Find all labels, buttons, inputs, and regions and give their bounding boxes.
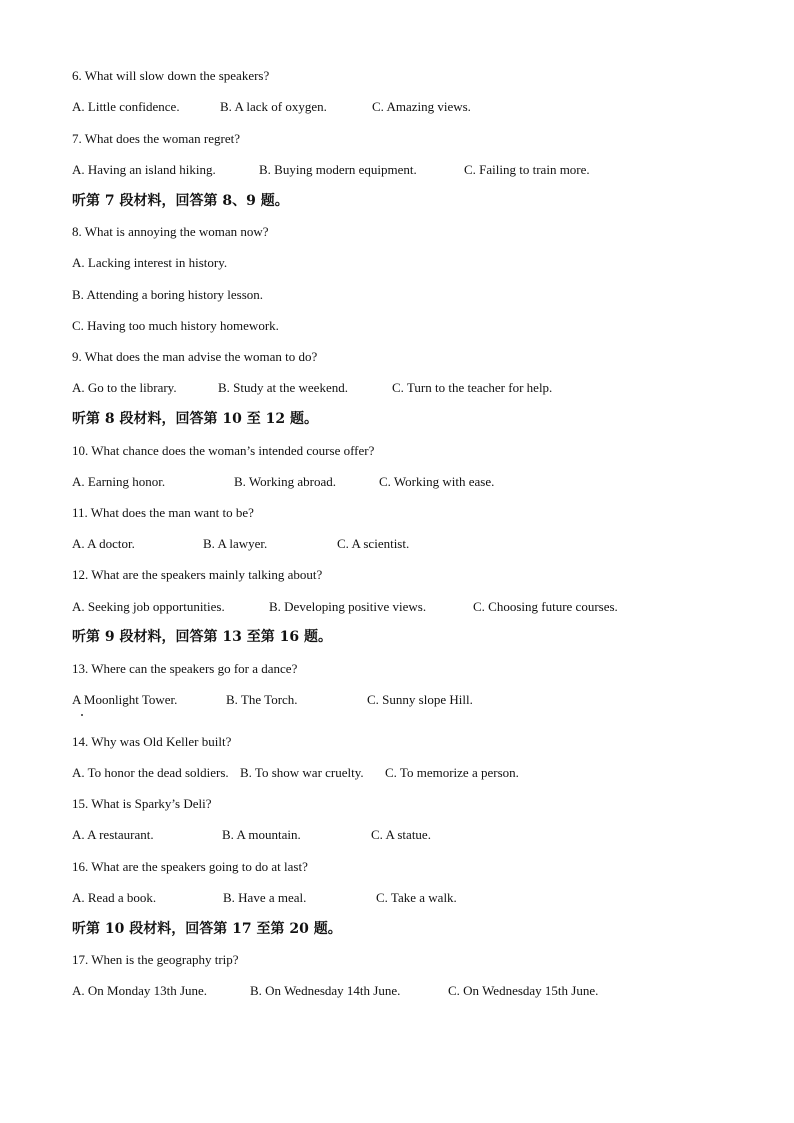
option-c: C. A statue.: [371, 827, 431, 842]
option-c: C. A scientist.: [337, 536, 410, 551]
option-b: B. To show war cruelty.: [240, 765, 364, 780]
section-heading-9: 听第 9 段材料，回答第 13 至第 16 题。: [72, 629, 332, 645]
section-heading-7: 听第 7 段材料，回答第 8、9 题。: [72, 193, 289, 209]
question-11: 11. What does the man want to be?: [72, 505, 254, 520]
question-17: 17. When is the geography trip?: [72, 952, 239, 967]
option-a: A. Read a book.: [72, 890, 157, 905]
option-a: A. To honor the dead soldiers.: [72, 765, 229, 780]
option-c: C. Sunny slope Hill.: [367, 692, 473, 707]
option-8a: A. Lacking interest in history.: [72, 255, 228, 270]
question-7: 7. What does the woman regret?: [72, 131, 240, 146]
option-a: A. A doctor.: [72, 536, 135, 551]
question-10: 10. What chance does the woman’s intended course offer?: [72, 443, 375, 458]
option-c: C. Take a walk.: [376, 890, 457, 905]
option-c: C. On Wednesday 15th June.: [448, 983, 599, 998]
option-a: A. Little confidence.: [72, 99, 180, 114]
option-a: A. On Monday 13th June.: [72, 983, 208, 998]
option-b: B. A lack of oxygen.: [220, 99, 327, 114]
option-b: B. A mountain.: [222, 827, 301, 842]
option-b: B. Working abroad.: [234, 474, 336, 489]
option-c: C. To memorize a person.: [385, 765, 519, 780]
question-13: 13. Where can the speakers go for a dance?: [72, 661, 298, 676]
question-16: 16. What are the speakers going to do at last?: [72, 859, 308, 874]
option-c: C. Working with ease.: [379, 474, 495, 489]
option-8c: C. Having too much history homework.: [72, 318, 279, 333]
option-a: A. Having an island hiking.: [72, 162, 216, 177]
option-b: B. Developing positive views.: [269, 599, 427, 614]
question-9: 9. What does the man advise the woman to do?: [72, 349, 318, 364]
option-b: B. Study at the weekend.: [218, 380, 348, 395]
option-a: A. Seeking job opportunities.: [72, 599, 225, 614]
option-b: B. On Wednesday 14th June.: [250, 983, 401, 998]
question-15: 15. What is Sparky’s Deli?: [72, 796, 212, 811]
option-c: C. Choosing future courses.: [473, 599, 618, 614]
option-c: C. Amazing views.: [372, 99, 471, 114]
question-14: 14. Why was Old Keller built?: [72, 734, 232, 749]
option-a: A. A restaurant.: [72, 827, 154, 842]
option-8b: B. Attending a boring history lesson.: [72, 287, 264, 302]
option-b: B. A lawyer.: [203, 536, 268, 551]
option-b: B. Have a meal.: [223, 890, 307, 905]
question-6: 6. What will slow down the speakers?: [72, 68, 270, 83]
question-12: 12. What are the speakers mainly talking about?: [72, 567, 323, 582]
stray-mark: [81, 714, 83, 716]
option-a: A. Earning honor.: [72, 474, 166, 489]
section-heading-8: 听第 8 段材料，回答第 10 至 12 题。: [72, 411, 318, 427]
option-c: C. Failing to train more.: [464, 162, 590, 177]
option-a: A. Go to the library.: [72, 380, 177, 395]
option-c: C. Turn to the teacher for help.: [392, 380, 553, 395]
option-b: B. Buying modern equipment.: [259, 162, 417, 177]
option-a: A Moonlight Tower.: [72, 692, 178, 707]
option-b: B. The Torch.: [226, 692, 298, 707]
section-heading-10: 听第 10 段材料，回答第 17 至第 20 题。: [72, 921, 342, 937]
question-8: 8. What is annoying the woman now?: [72, 224, 269, 239]
